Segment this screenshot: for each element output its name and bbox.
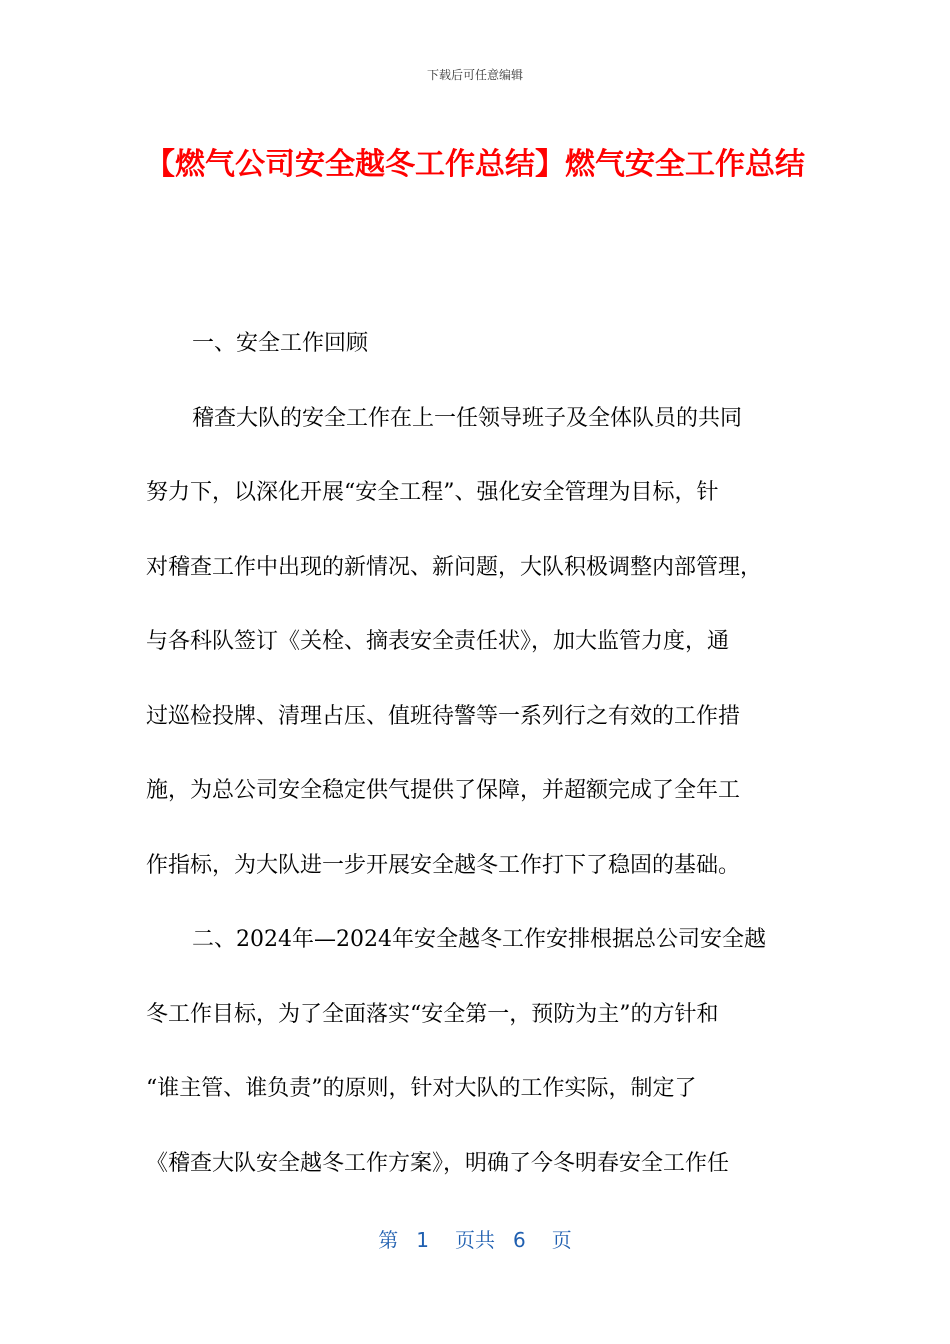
footer-total-pages: 6: [513, 1228, 526, 1252]
body-line: 过巡检投牌、清理占压、值班待警等一系列行之有效的工作措: [146, 703, 741, 729]
body-line: 努力下，以深化开展“安全工程”、强化安全管理为目标，针: [146, 480, 719, 505]
document-body: [146, 322, 804, 1216]
body-line: 稽查大队的安全工作在上一任领导班子及全体队员的共同: [192, 405, 743, 431]
body-line: 《稽查大队安全越冬工作方案》，明确了今冬明春安全工作任: [146, 1150, 730, 1176]
header-note: 下载后可任意编辑: [426, 68, 523, 82]
body-line: 作指标，为大队进一步开展安全越冬工作打下了稳固的基础。: [146, 852, 741, 878]
document-title: 【燃气公司安全越冬工作总结】燃气安全工作总结: [145, 147, 805, 182]
body-line: 二、2024年—2024年安全越冬工作安排根据总公司安全越: [192, 927, 766, 952]
footer-suffix: 页: [551, 1228, 572, 1252]
body-line: 施，为总公司安全稳定供气提供了保障，并超额完成了全年工: [146, 778, 741, 803]
body-line: 冬工作目标，为了全面落实“安全第一，预防为主”的方针和: [146, 1001, 719, 1027]
page-footer: [0, 1226, 950, 1254]
footer-middle: 页共: [455, 1228, 495, 1252]
body-line: 一、安全工作回顾: [192, 331, 369, 356]
footer-prefix: 第: [378, 1228, 399, 1252]
body-line: “谁主管、谁负责”的原则，针对大队的工作实际，制定了: [146, 1076, 697, 1101]
body-line: 与各科队签订《关栓、摘表安全责任状》，加大监管力度，通: [146, 629, 730, 654]
footer-current-page: 1: [416, 1228, 429, 1252]
body-line: 对稽查工作中出现的新情况、新问题，大队积极调整内部管理，: [146, 554, 763, 580]
